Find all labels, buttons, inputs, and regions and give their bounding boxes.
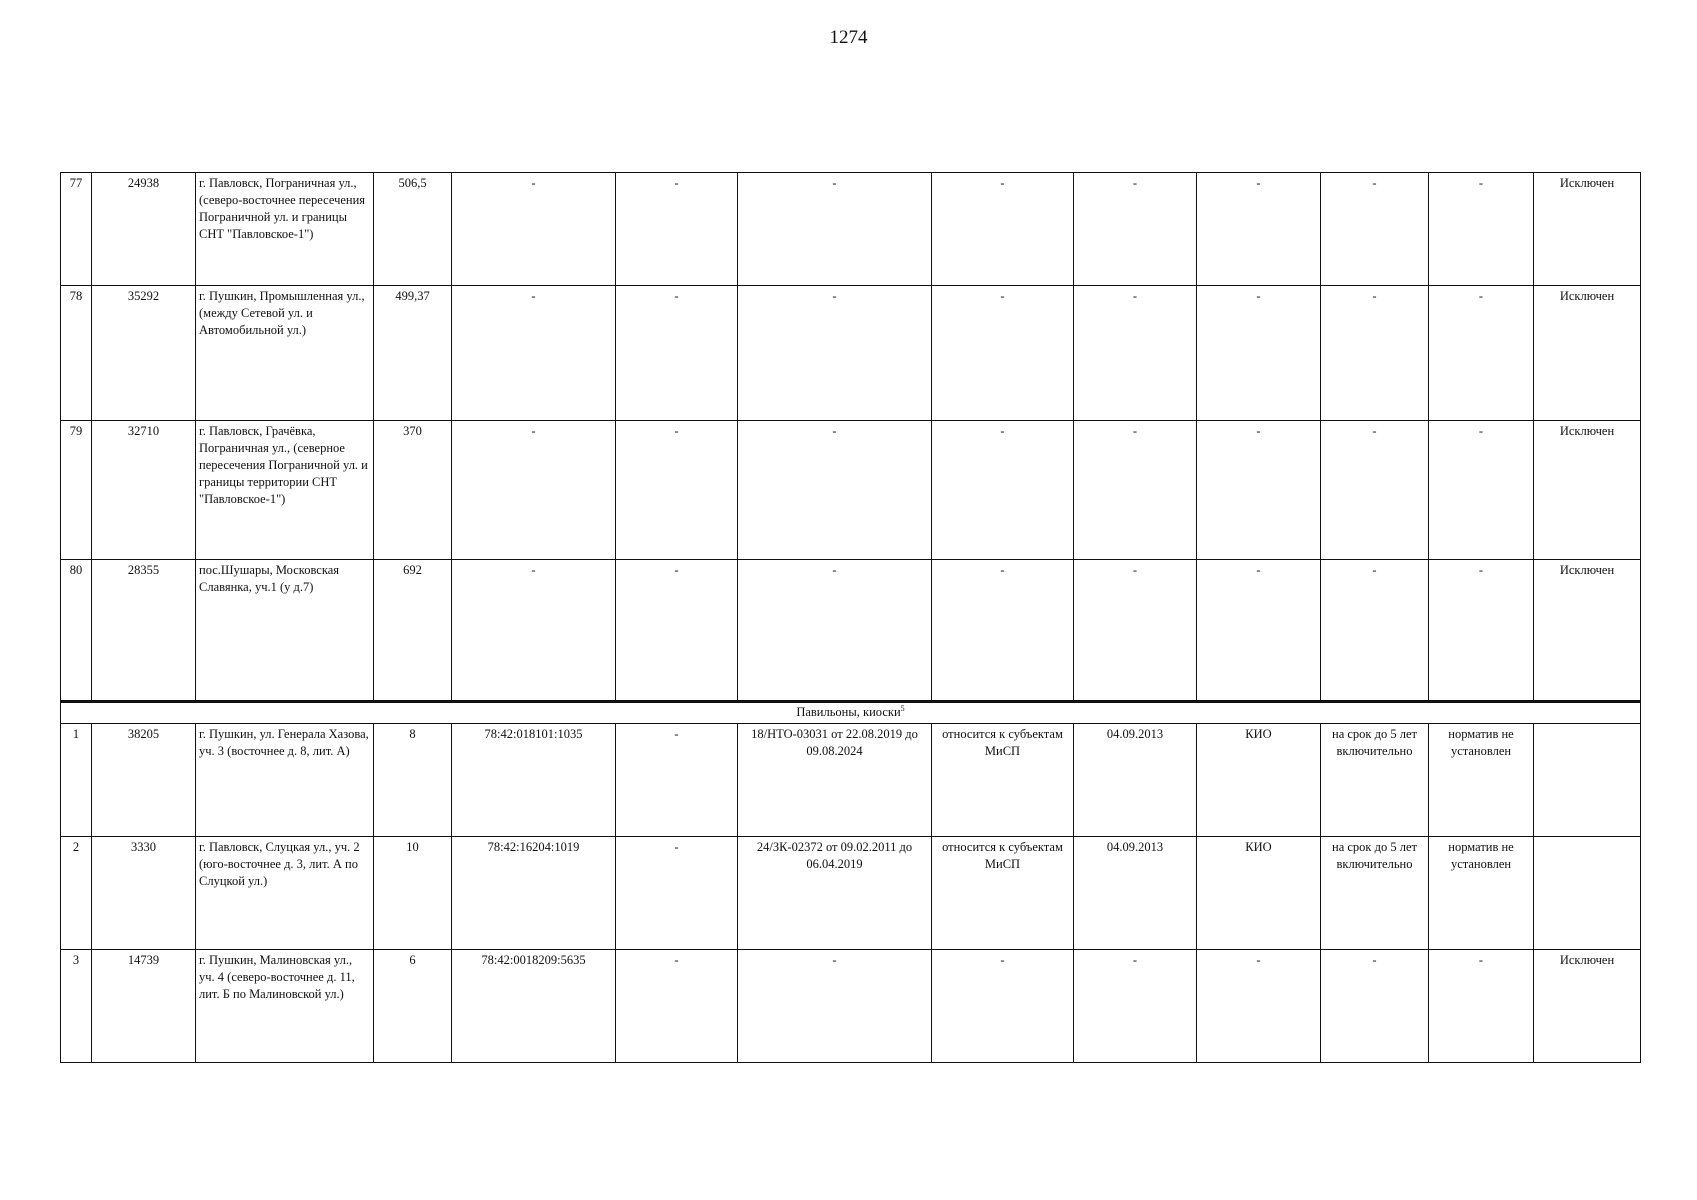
cell-col6: - — [616, 724, 738, 837]
cell-status — [1534, 724, 1641, 837]
cell-address: г. Павловск, Пограничная ул., (северо-восточнее пересечения Пограничной ул. и границы СНТ "Павловское-1") — [196, 173, 374, 286]
cell-area: 370 — [374, 421, 452, 560]
cell-date: 04.09.2013 — [1074, 724, 1197, 837]
cell-term: - — [1321, 560, 1429, 702]
cell-term: на срок до 5 лет включительно — [1321, 837, 1429, 950]
cell-col6: - — [616, 560, 738, 702]
cell-status: Исключен — [1534, 173, 1641, 286]
cell-contract: - — [738, 421, 932, 560]
cell-col6: - — [616, 421, 738, 560]
cell-contract: - — [738, 950, 932, 1063]
cell-area: 10 — [374, 837, 452, 950]
cell-msp: - — [932, 286, 1074, 421]
cell-address: г. Павловск, Грачёвка, Пограничная ул., (северное пересечения Пограничной ул. и границы территории СНТ "Павловское-1") — [196, 421, 374, 560]
cell-status: Исключен — [1534, 950, 1641, 1063]
cell-status: Исключен — [1534, 421, 1641, 560]
cell-cadastral: - — [452, 286, 616, 421]
cell-org: - — [1197, 560, 1321, 702]
cell-contract: - — [738, 560, 932, 702]
cell-status — [1534, 837, 1641, 950]
table-row — [61, 560, 1641, 702]
cell-msp: - — [932, 560, 1074, 702]
cell-id: 28355 — [92, 560, 196, 702]
table-row — [61, 837, 1641, 950]
cell-num: 80 — [61, 560, 92, 702]
cell-term: на срок до 5 лет включительно — [1321, 724, 1429, 837]
cell-area: 6 — [374, 950, 452, 1063]
cell-norm: - — [1429, 286, 1534, 421]
cell-id: 24938 — [92, 173, 196, 286]
cell-date: 04.09.2013 — [1074, 837, 1197, 950]
cell-area: 692 — [374, 560, 452, 702]
cell-col6: - — [616, 837, 738, 950]
cell-num: 77 — [61, 173, 92, 286]
cell-address: г. Павловск, Слуцкая ул., уч. 2 (юго-восточнее д. 3, лит. А по Слуцкой ул.) — [196, 837, 374, 950]
cell-cadastral: - — [452, 560, 616, 702]
cell-org: - — [1197, 421, 1321, 560]
cell-area: 506,5 — [374, 173, 452, 286]
table-row — [61, 286, 1641, 421]
cell-area: 8 — [374, 724, 452, 837]
cell-norm: - — [1429, 950, 1534, 1063]
cell-cadastral: 78:42:018101:1035 — [452, 724, 616, 837]
cell-date: - — [1074, 173, 1197, 286]
cell-org: - — [1197, 950, 1321, 1063]
cell-cadastral: 78:42:16204:1019 — [452, 837, 616, 950]
cell-col6: - — [616, 286, 738, 421]
cell-norm: - — [1429, 560, 1534, 702]
cell-date: - — [1074, 560, 1197, 702]
cell-address: г. Пушкин, Малиновская ул., уч. 4 (северо-восточнее д. 11, лит. Б по Малиновской ул.) — [196, 950, 374, 1063]
cell-msp: относится к субъектам МиСП — [932, 724, 1074, 837]
cell-msp: относится к субъектам МиСП — [932, 837, 1074, 950]
cell-contract: 18/НТО-03031 от 22.08.2019 до 09.08.2024 — [738, 724, 932, 837]
cell-id: 3330 — [92, 837, 196, 950]
cell-org: КИО — [1197, 837, 1321, 950]
cell-col6: - — [616, 950, 738, 1063]
cell-id: 38205 — [92, 724, 196, 837]
cell-org: КИО — [1197, 724, 1321, 837]
page-number: 1274 — [829, 27, 868, 48]
cell-norm: норматив не установлен — [1429, 837, 1534, 950]
cell-msp: - — [932, 421, 1074, 560]
cell-num: 79 — [61, 421, 92, 560]
cell-date: - — [1074, 421, 1197, 560]
cell-msp: - — [932, 173, 1074, 286]
cell-col6: - — [616, 173, 738, 286]
cell-address: пос.Шушары, Московская Славянка, уч.1 (у д.7) — [196, 560, 374, 702]
cell-norm: - — [1429, 173, 1534, 286]
cell-cadastral: 78:42:0018209:5635 — [452, 950, 616, 1063]
cell-address: г. Пушкин, Промышленная ул., (между Сетевой ул. и Автомобильной ул.) — [196, 286, 374, 421]
cell-id: 32710 — [92, 421, 196, 560]
section-header-row — [61, 702, 1641, 724]
cell-term: - — [1321, 286, 1429, 421]
cell-status: Исключен — [1534, 560, 1641, 702]
cell-date: - — [1074, 950, 1197, 1063]
cell-term: - — [1321, 173, 1429, 286]
cell-area: 499,37 — [374, 286, 452, 421]
cell-norm: - — [1429, 421, 1534, 560]
register-table — [60, 172, 1641, 1063]
cell-num: 2 — [61, 837, 92, 950]
cell-num: 78 — [61, 286, 92, 421]
cell-term: - — [1321, 421, 1429, 560]
section-footnote-mark: 5 — [900, 703, 905, 713]
cell-term: - — [1321, 950, 1429, 1063]
table-row — [61, 724, 1641, 837]
cell-msp: - — [932, 950, 1074, 1063]
cell-status: Исключен — [1534, 286, 1641, 421]
cell-date: - — [1074, 286, 1197, 421]
cell-org: - — [1197, 286, 1321, 421]
cell-address: г. Пушкин, ул. Генерала Хазова, уч. 3 (восточнее д. 8, лит. А) — [196, 724, 374, 837]
table-row — [61, 421, 1641, 560]
cell-contract: - — [738, 173, 932, 286]
cell-num: 3 — [61, 950, 92, 1063]
cell-id: 35292 — [92, 286, 196, 421]
cell-norm: норматив не установлен — [1429, 724, 1534, 837]
section-title — [61, 702, 1641, 724]
cell-cadastral: - — [452, 421, 616, 560]
cell-org: - — [1197, 173, 1321, 286]
cell-num: 1 — [61, 724, 92, 837]
cell-id: 14739 — [92, 950, 196, 1063]
cell-contract: - — [738, 286, 932, 421]
cell-contract: 24/ЗК-02372 от 09.02.2011 до 06.04.2019 — [738, 837, 932, 950]
cell-cadastral: - — [452, 173, 616, 286]
table-row — [61, 173, 1641, 286]
table-row — [61, 950, 1641, 1063]
section-title-text: Павильоны, киоски — [796, 705, 901, 719]
